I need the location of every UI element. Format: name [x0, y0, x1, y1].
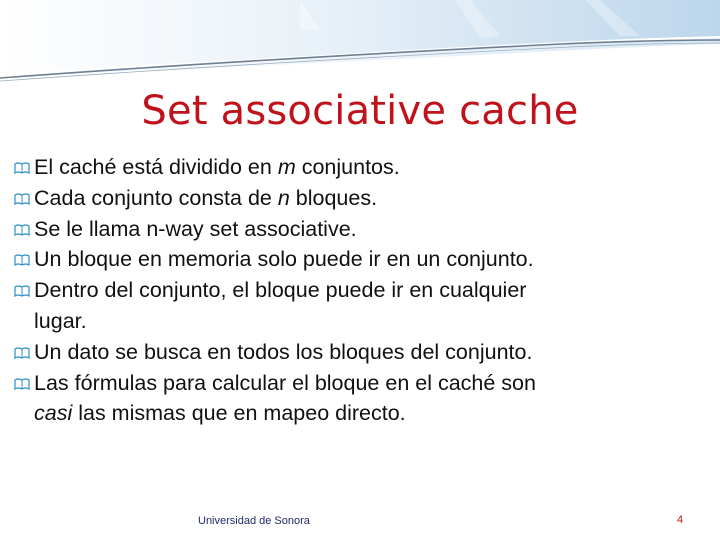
bullet-text: Se le llama n-way set associative.: [34, 216, 357, 241]
bullet-item: [14, 368, 704, 430]
bullet-text: Un dato se busca en todos los bloques del conjunto.: [34, 339, 533, 364]
bullet-text-end: las mismas que en mapeo directo.: [72, 401, 406, 426]
bullet-text: Dentro del conjunto, el bloque puede ir en cualquier: [34, 278, 527, 303]
bullet-emphasis: n: [277, 185, 290, 210]
bullet-text-continuation: lugar.: [34, 308, 87, 333]
bullet-text-end: bloques.: [289, 185, 378, 210]
footer-institution: Universidad de Sonora: [198, 515, 310, 527]
book-icon: [14, 347, 30, 359]
slide-title: Set associative cache: [141, 88, 579, 134]
bullet-list: [14, 152, 704, 429]
bullet-text: Cada conjunto consta de: [34, 185, 278, 210]
book-icon: [14, 285, 30, 297]
bullet-text-end: conjuntos.: [295, 155, 400, 179]
bullet-emphasis: m: [277, 155, 296, 179]
bullet-text: Un bloque en memoria solo puede ir en un conjunto.: [34, 247, 534, 272]
bullet-item: [14, 244, 704, 275]
book-icon: [14, 162, 30, 174]
bullet-emphasis: casi: [34, 401, 73, 426]
bullet-text: Las fórmulas para calcular el bloque en el caché son: [34, 370, 536, 395]
book-icon: [14, 224, 30, 236]
bullet-item: [14, 152, 704, 183]
header-decoration: [0, 0, 720, 90]
bullet-item: [14, 183, 704, 214]
page-number: 4: [677, 514, 684, 526]
bullet-item: [14, 337, 704, 368]
book-icon: [14, 254, 30, 266]
bullet-text: El caché está dividido en: [34, 155, 278, 179]
bullet-text-continuation: [34, 398, 704, 429]
bullet-item: [14, 275, 704, 337]
book-icon: [14, 378, 30, 390]
bullet-item: [14, 214, 704, 245]
book-icon: [14, 193, 30, 205]
